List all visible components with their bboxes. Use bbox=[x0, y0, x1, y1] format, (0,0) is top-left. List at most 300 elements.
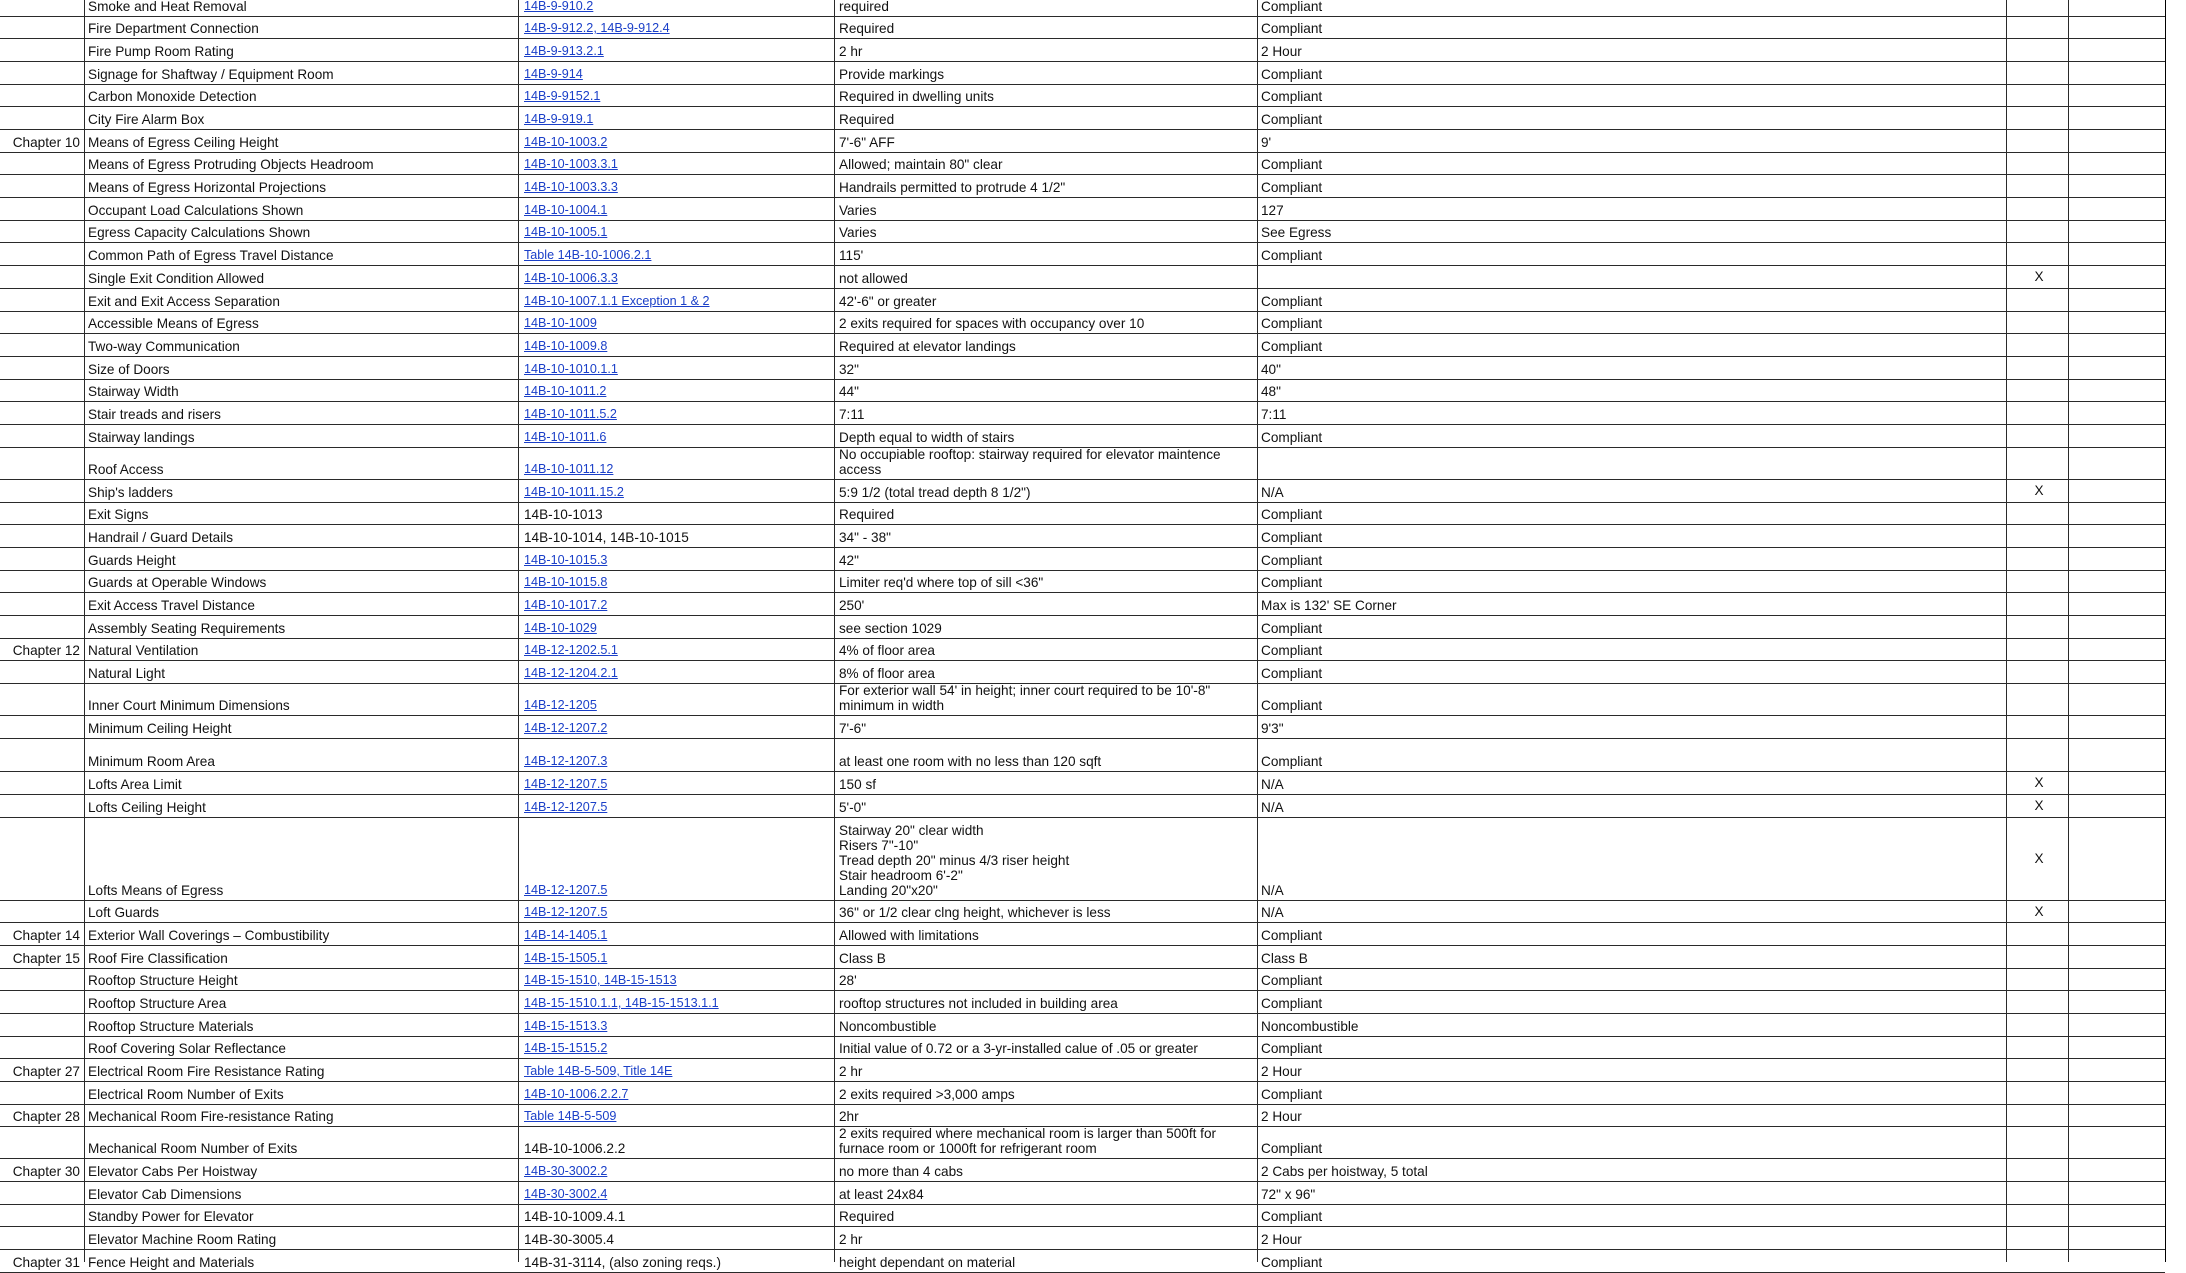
code-reference-link[interactable]: 14B-12-1207.5 bbox=[524, 905, 608, 919]
item-cell bbox=[88, 480, 518, 501]
not-applicable-mark-cell bbox=[2010, 153, 2068, 173]
provided-cell-text: Compliant bbox=[1261, 89, 1323, 104]
code-reference-link[interactable]: 14B-30-3002.4 bbox=[524, 1187, 608, 1201]
provided-cell bbox=[1261, 946, 2001, 967]
code-reference-cell[interactable] bbox=[524, 593, 834, 614]
provided-cell-text: Compliant bbox=[1261, 698, 1323, 713]
provided-cell bbox=[1261, 0, 2001, 15]
notes-cell bbox=[2070, 1105, 2165, 1125]
requirement-cell-text: 42'-6" or greater bbox=[839, 294, 937, 309]
code-reference-cell[interactable] bbox=[524, 1037, 834, 1057]
item-cell-text: Smoke and Heat Removal bbox=[88, 0, 247, 14]
requirement-cell bbox=[839, 593, 1259, 614]
requirement-cell-text: 36" or 1/2 clear clng height, whichever is less bbox=[839, 905, 1111, 920]
provided-cell bbox=[1261, 425, 2001, 446]
table-row bbox=[0, 334, 2165, 357]
requirement-cell bbox=[839, 1127, 1259, 1157]
code-reference-link[interactable]: 14B-10-1006.2.2.7 bbox=[524, 1087, 629, 1101]
code-reference-link[interactable]: 14B-10-1015.3 bbox=[524, 553, 608, 567]
code-reference-cell[interactable] bbox=[524, 62, 834, 83]
requirement-cell-text: No occupiable rooftop: stairway required for elevator maintence access bbox=[839, 448, 1221, 477]
requirement-cell bbox=[839, 289, 1259, 310]
requirement-cell-text: 2 hr bbox=[839, 44, 863, 59]
table-row bbox=[0, 639, 2165, 661]
code-reference-cell[interactable] bbox=[524, 795, 834, 816]
requirement-cell-text: 5'-0" bbox=[839, 800, 867, 815]
provided-cell-text: N/A bbox=[1261, 800, 1284, 815]
not-applicable-mark-cell bbox=[2010, 772, 2068, 793]
code-reference-link[interactable]: 14B-10-1009 bbox=[524, 316, 597, 330]
code-reference-cell[interactable] bbox=[524, 1159, 834, 1180]
item-cell-text: Natural Light bbox=[88, 666, 166, 681]
code-reference-cell[interactable] bbox=[524, 17, 834, 37]
item-cell bbox=[88, 175, 518, 196]
code-reference-cell[interactable] bbox=[524, 548, 834, 569]
provided-cell bbox=[1261, 795, 2001, 816]
code-reference-link[interactable]: 14B-10-1009.8 bbox=[524, 339, 608, 353]
code-reference-cell-text: 14B-10-1014, 14B-10-1015 bbox=[524, 530, 689, 545]
not-applicable-mark-cell-text: X bbox=[2034, 269, 2044, 284]
code-reference-link[interactable]: 14B-30-3002.2 bbox=[524, 1164, 608, 1178]
code-reference-link[interactable]: 14B-15-1513.3 bbox=[524, 1019, 608, 1033]
requirement-cell bbox=[839, 357, 1259, 378]
code-reference-link[interactable]: 14B-12-1207.2 bbox=[524, 721, 608, 735]
item-cell bbox=[88, 1014, 518, 1035]
not-applicable-mark-cell bbox=[2010, 716, 2068, 737]
table-row bbox=[0, 716, 2165, 739]
provided-cell bbox=[1261, 901, 2001, 921]
item-cell bbox=[88, 1227, 518, 1248]
code-reference-cell[interactable] bbox=[524, 684, 834, 714]
code-reference-cell[interactable] bbox=[524, 901, 834, 921]
item-cell-text: Natural Ventilation bbox=[88, 643, 199, 658]
chapter-cell bbox=[0, 1182, 84, 1203]
item-cell bbox=[88, 1059, 518, 1080]
item-cell-text: Standby Power for Elevator bbox=[88, 1209, 254, 1224]
code-reference-cell[interactable] bbox=[524, 380, 834, 400]
chapter-cell bbox=[0, 716, 84, 737]
code-reference-cell[interactable] bbox=[524, 0, 834, 15]
requirement-cell bbox=[839, 969, 1259, 989]
chapter-cell bbox=[0, 1105, 84, 1125]
chapter-cell-text: Chapter 28 bbox=[12, 1109, 80, 1124]
code-reference-link[interactable]: 14B-10-1010.1.1 bbox=[524, 362, 618, 376]
table-row bbox=[0, 991, 2165, 1014]
code-reference-cell[interactable] bbox=[524, 818, 834, 899]
code-reference-link[interactable]: 14B-15-1515.2 bbox=[524, 1041, 608, 1055]
code-reference-link[interactable]: 14B-9-913.2.1 bbox=[524, 44, 604, 58]
chapter-cell bbox=[0, 130, 84, 151]
requirement-cell-text: 42" bbox=[839, 553, 859, 568]
notes-cell bbox=[2070, 1205, 2165, 1225]
not-applicable-mark-cell bbox=[2010, 17, 2068, 37]
code-reference-cell[interactable] bbox=[524, 107, 834, 128]
item-cell-text: Means of Egress Ceiling Height bbox=[88, 135, 279, 150]
code-reference-link[interactable]: 14B-10-1007.1.1 Exception 1 & 2 bbox=[524, 294, 710, 308]
provided-cell bbox=[1261, 1014, 2001, 1035]
code-reference-link[interactable]: 14B-12-1204.2.1 bbox=[524, 666, 618, 680]
item-cell-text: Rooftop Structure Height bbox=[88, 973, 238, 988]
chapter-cell bbox=[0, 1227, 84, 1248]
notes-cell bbox=[2070, 818, 2165, 899]
code-reference-link[interactable]: 14B-10-1011.5.2 bbox=[524, 407, 617, 421]
provided-cell-text: Compliant bbox=[1261, 248, 1323, 263]
notes-cell bbox=[2070, 175, 2165, 196]
code-reference-cell[interactable] bbox=[524, 402, 834, 423]
chapter-cell bbox=[0, 1127, 84, 1157]
requirement-cell-text: at least 24x84 bbox=[839, 1187, 924, 1202]
code-reference-link[interactable]: 14B-10-1011.12 bbox=[524, 462, 614, 476]
code-reference-cell[interactable] bbox=[524, 334, 834, 355]
code-reference-cell-text: 14B-31-3114, (also zoning reqs.) bbox=[524, 1255, 721, 1270]
code-reference-cell[interactable] bbox=[524, 772, 834, 793]
code-reference-link[interactable]: 14B-12-1207.5 bbox=[524, 883, 608, 897]
notes-cell bbox=[2070, 795, 2165, 816]
code-reference-cell[interactable] bbox=[524, 312, 834, 332]
not-applicable-mark-cell bbox=[2010, 684, 2068, 714]
not-applicable-mark-cell bbox=[2010, 1250, 2068, 1271]
code-reference-link[interactable]: 14B-10-1015.8 bbox=[524, 575, 608, 589]
code-reference-link[interactable]: 14B-10-1004.1 bbox=[524, 203, 608, 217]
item-cell-text: Size of Doors bbox=[88, 362, 170, 377]
table-row bbox=[0, 661, 2165, 684]
item-cell-text: Accessible Means of Egress bbox=[88, 316, 259, 331]
code-reference-cell[interactable] bbox=[524, 266, 834, 287]
provided-cell-text: Compliant bbox=[1261, 180, 1323, 195]
notes-cell bbox=[2070, 525, 2165, 546]
requirement-cell bbox=[839, 639, 1259, 659]
chapter-cell-text: Chapter 10 bbox=[12, 135, 80, 150]
requirement-cell-text: 150 sf bbox=[839, 777, 877, 792]
code-reference-cell[interactable] bbox=[524, 1014, 834, 1035]
item-cell bbox=[88, 380, 518, 400]
notes-cell bbox=[2070, 448, 2165, 478]
provided-cell bbox=[1261, 62, 2001, 83]
code-reference-cell[interactable] bbox=[524, 1059, 834, 1080]
requirement-cell-text: Noncombustible bbox=[839, 1019, 937, 1034]
not-applicable-mark-cell bbox=[2010, 62, 2068, 83]
item-cell bbox=[88, 107, 518, 128]
code-reference-cell-text: 14B-10-1009.4.1 bbox=[524, 1209, 626, 1224]
item-cell bbox=[88, 448, 518, 478]
table-row bbox=[0, 1059, 2165, 1082]
not-applicable-mark-cell bbox=[2010, 818, 2068, 899]
not-applicable-mark-cell bbox=[2010, 334, 2068, 355]
requirement-cell-text: at least one room with no less than 120 sqft bbox=[839, 754, 1102, 769]
not-applicable-mark-cell bbox=[2010, 1182, 2068, 1203]
table-row bbox=[0, 380, 2165, 402]
provided-cell-text: Compliant bbox=[1261, 754, 1323, 769]
requirement-cell-text: 2 exits required where mechanical room is larger than 500ft for furnace room or 1000ft for refrigerant room bbox=[839, 1127, 1217, 1156]
chapter-cell bbox=[0, 818, 84, 899]
item-cell bbox=[88, 1082, 518, 1103]
item-cell-text: Stair treads and risers bbox=[88, 407, 221, 422]
code-reference-cell[interactable] bbox=[524, 1082, 834, 1103]
item-cell bbox=[88, 402, 518, 423]
chapter-cell-text: Chapter 14 bbox=[12, 928, 80, 943]
not-applicable-mark-cell bbox=[2010, 795, 2068, 816]
table-row bbox=[0, 62, 2165, 85]
provided-cell-text: N/A bbox=[1261, 777, 1284, 792]
table-row bbox=[0, 425, 2165, 448]
code-reference-link[interactable]: 14B-15-1510.1.1, 14B-15-1513.1.1 bbox=[524, 996, 719, 1010]
provided-cell-text: 2 Cabs per hoistway, 5 total bbox=[1261, 1164, 1428, 1179]
provided-cell bbox=[1261, 616, 2001, 637]
item-cell-text: Inner Court Minimum Dimensions bbox=[88, 698, 290, 713]
provided-cell-text: N/A bbox=[1261, 485, 1284, 500]
item-cell bbox=[88, 130, 518, 151]
provided-cell-text: Compliant bbox=[1261, 1255, 1323, 1270]
code-reference-link[interactable]: 14B-10-1011.2 bbox=[524, 384, 607, 398]
code-reference-cell[interactable] bbox=[524, 289, 834, 310]
not-applicable-mark-cell bbox=[2010, 661, 2068, 682]
code-reference-cell[interactable] bbox=[524, 243, 834, 264]
item-cell-text: Elevator Machine Room Rating bbox=[88, 1232, 277, 1247]
requirement-cell bbox=[839, 739, 1259, 770]
requirement-cell bbox=[839, 684, 1259, 714]
code-reference-cell[interactable] bbox=[524, 923, 834, 944]
provided-cell-text: Max is 132' SE Corner bbox=[1261, 598, 1397, 613]
requirement-cell bbox=[839, 571, 1259, 591]
table-row bbox=[0, 402, 2165, 425]
code-reference-link[interactable]: 14B-10-1003.3.1 bbox=[524, 157, 618, 171]
notes-cell bbox=[2070, 901, 2165, 921]
provided-cell-text: 2 Hour bbox=[1261, 1232, 1302, 1247]
code-reference-link[interactable]: 14B-10-1003.3.3 bbox=[524, 180, 618, 194]
provided-cell-text: Compliant bbox=[1261, 294, 1323, 309]
code-reference-cell[interactable] bbox=[524, 85, 834, 105]
table-row bbox=[0, 1159, 2165, 1182]
requirement-cell bbox=[839, 39, 1259, 60]
requirement-cell bbox=[839, 198, 1259, 219]
item-cell-text: Elevator Cabs Per Hoistway bbox=[88, 1164, 258, 1179]
item-cell bbox=[88, 969, 518, 989]
code-reference-cell[interactable] bbox=[524, 739, 834, 770]
code-reference-link[interactable]: 14B-12-1207.5 bbox=[524, 777, 608, 791]
code-reference-cell bbox=[524, 525, 834, 546]
provided-cell-text: Compliant bbox=[1261, 666, 1323, 681]
code-reference-link[interactable]: 14B-9-912.2, 14B-9-912.4 bbox=[524, 21, 670, 35]
table-row bbox=[0, 503, 2165, 525]
code-reference-link[interactable]: 14B-10-1029 bbox=[524, 621, 597, 635]
code-reference-cell[interactable] bbox=[524, 130, 834, 151]
provided-cell bbox=[1261, 312, 2001, 332]
table-row bbox=[0, 923, 2165, 946]
item-cell-text: Two-way Communication bbox=[88, 339, 240, 354]
requirement-cell bbox=[839, 991, 1259, 1012]
code-reference-link[interactable]: 14B-10-1006.3.3 bbox=[524, 271, 618, 285]
requirement-cell-text: Required bbox=[839, 21, 895, 36]
code-reference-cell[interactable] bbox=[524, 571, 834, 591]
item-cell-text: Ship's ladders bbox=[88, 485, 173, 500]
notes-cell bbox=[2070, 402, 2165, 423]
provided-cell bbox=[1261, 480, 2001, 501]
code-reference-cell[interactable] bbox=[524, 1182, 834, 1203]
provided-cell-text: Compliant bbox=[1261, 67, 1323, 82]
code-reference-cell[interactable] bbox=[524, 198, 834, 219]
provided-cell bbox=[1261, 85, 2001, 105]
chapter-cell bbox=[0, 593, 84, 614]
not-applicable-mark-cell bbox=[2010, 946, 2068, 967]
code-reference-link[interactable]: 14B-10-1011.15.2 bbox=[524, 485, 624, 499]
requirement-cell-text: not allowed bbox=[839, 271, 908, 286]
code-reference-cell[interactable] bbox=[524, 480, 834, 501]
item-cell-text: Single Exit Condition Allowed bbox=[88, 271, 265, 286]
not-applicable-mark-cell bbox=[2010, 1227, 2068, 1248]
requirement-cell-text: Required bbox=[839, 1209, 895, 1224]
item-cell-text: Guards Height bbox=[88, 553, 176, 568]
code-reference-cell[interactable] bbox=[524, 357, 834, 378]
code-reference-link[interactable]: 14B-15-1505.1 bbox=[524, 951, 608, 965]
not-applicable-mark-cell bbox=[2010, 380, 2068, 400]
table-row bbox=[0, 312, 2165, 334]
item-cell-text: Occupant Load Calculations Shown bbox=[88, 203, 304, 218]
table-row bbox=[0, 39, 2165, 62]
item-cell bbox=[88, 1182, 518, 1203]
requirement-cell-text: 44" bbox=[839, 384, 859, 399]
not-applicable-mark-cell-text: X bbox=[2034, 903, 2044, 919]
requirement-cell bbox=[839, 616, 1259, 637]
code-reference-link[interactable]: 14B-10-1017.2 bbox=[524, 598, 608, 612]
notes-cell bbox=[2070, 1127, 2165, 1157]
notes-cell bbox=[2070, 1159, 2165, 1180]
provided-cell bbox=[1261, 221, 2001, 241]
not-applicable-mark-cell-text: X bbox=[2034, 775, 2044, 790]
code-reference-cell[interactable] bbox=[524, 175, 834, 196]
code-reference-link[interactable]: 14B-12-1207.5 bbox=[524, 800, 608, 814]
provided-cell bbox=[1261, 1127, 2001, 1157]
provided-cell bbox=[1261, 1082, 2001, 1103]
code-reference-cell[interactable] bbox=[524, 425, 834, 446]
requirement-cell bbox=[839, 503, 1259, 523]
chapter-cell-text: Chapter 30 bbox=[12, 1164, 80, 1179]
code-reference-link[interactable]: 14B-9-914 bbox=[524, 67, 583, 81]
provided-cell bbox=[1261, 1182, 2001, 1203]
requirement-cell bbox=[839, 243, 1259, 264]
chapter-cell bbox=[0, 1059, 84, 1080]
code-reference-link[interactable]: 14B-10-1005.1 bbox=[524, 225, 608, 239]
code-reference-link[interactable]: 14B-14-1405.1 bbox=[524, 928, 608, 942]
provided-cell bbox=[1261, 130, 2001, 151]
not-applicable-mark-cell bbox=[2010, 198, 2068, 219]
notes-cell bbox=[2070, 334, 2165, 355]
code-reference-cell[interactable] bbox=[524, 639, 834, 659]
provided-cell bbox=[1261, 39, 2001, 60]
code-reference-link[interactable]: 14B-9-9152.1 bbox=[524, 89, 601, 103]
requirement-cell bbox=[839, 107, 1259, 128]
provided-cell bbox=[1261, 334, 2001, 355]
table-row bbox=[0, 198, 2165, 221]
code-reference-cell[interactable] bbox=[524, 221, 834, 241]
provided-cell-text: Compliant bbox=[1261, 643, 1323, 658]
requirement-cell-text: Handrails permitted to protrude 4 1/2" bbox=[839, 180, 1066, 195]
code-reference-cell[interactable] bbox=[524, 991, 834, 1012]
item-cell bbox=[88, 661, 518, 682]
notes-cell bbox=[2070, 548, 2165, 569]
provided-cell-text: Compliant bbox=[1261, 339, 1323, 354]
notes-cell bbox=[2070, 1227, 2165, 1248]
notes-cell bbox=[2070, 684, 2165, 714]
chapter-cell-text: Chapter 27 bbox=[12, 1064, 80, 1079]
code-reference-link[interactable]: 14B-10-1003.2 bbox=[524, 135, 608, 149]
code-reference-cell[interactable] bbox=[524, 448, 834, 478]
code-reference-cell[interactable] bbox=[524, 661, 834, 682]
code-reference-cell[interactable] bbox=[524, 39, 834, 60]
provided-cell bbox=[1261, 448, 2001, 478]
table-row bbox=[0, 1205, 2165, 1227]
table-row bbox=[0, 571, 2165, 593]
item-cell-text: Lofts Ceiling Height bbox=[88, 800, 206, 815]
provided-cell bbox=[1261, 1037, 2001, 1057]
requirement-cell bbox=[839, 334, 1259, 355]
code-reference-cell[interactable] bbox=[524, 969, 834, 989]
notes-cell bbox=[2070, 153, 2165, 173]
requirement-cell bbox=[839, 312, 1259, 332]
not-applicable-mark-cell bbox=[2010, 548, 2068, 569]
code-reference-link[interactable]: Table 14B-10-1006.2.1 bbox=[524, 248, 652, 262]
not-applicable-mark-cell bbox=[2010, 593, 2068, 614]
chapter-cell bbox=[0, 901, 84, 921]
provided-cell bbox=[1261, 739, 2001, 770]
not-applicable-mark-cell-text: X bbox=[2034, 851, 2044, 866]
code-reference-link[interactable]: 14B-9-910.2 bbox=[524, 0, 594, 13]
table-row bbox=[0, 85, 2165, 107]
code-reference-link[interactable]: 14B-15-1510, 14B-15-1513 bbox=[524, 973, 677, 987]
requirement-cell bbox=[839, 402, 1259, 423]
provided-cell-text: Class B bbox=[1261, 951, 1308, 966]
chapter-cell bbox=[0, 17, 84, 37]
code-reference-link[interactable]: 14B-12-1202.5.1 bbox=[524, 643, 618, 657]
requirement-cell-text: 5:9 1/2 (total tread depth 8 1/2") bbox=[839, 485, 1031, 500]
chapter-cell bbox=[0, 39, 84, 60]
code-reference-cell[interactable] bbox=[524, 716, 834, 737]
not-applicable-mark-cell bbox=[2010, 1105, 2068, 1125]
chapter-cell bbox=[0, 946, 84, 967]
code-reference-cell[interactable] bbox=[524, 1105, 834, 1125]
provided-cell bbox=[1261, 684, 2001, 714]
requirement-cell bbox=[839, 130, 1259, 151]
chapter-cell bbox=[0, 616, 84, 637]
code-reference-cell[interactable] bbox=[524, 153, 834, 173]
code-reference-link[interactable]: 14B-12-1205 bbox=[524, 698, 597, 712]
item-cell bbox=[88, 739, 518, 770]
code-reference-link[interactable]: Table 14B-5-509 bbox=[524, 1109, 617, 1123]
chapter-cell bbox=[0, 969, 84, 989]
code-reference-link[interactable]: 14B-9-919.1 bbox=[524, 112, 594, 126]
requirement-cell bbox=[839, 716, 1259, 737]
chapter-cell bbox=[0, 62, 84, 83]
provided-cell-text: See Egress bbox=[1261, 225, 1332, 240]
code-reference-link[interactable]: Table 14B-5-509, Title 14E bbox=[524, 1064, 673, 1078]
requirement-cell-text: Varies bbox=[839, 203, 877, 218]
not-applicable-mark-cell bbox=[2010, 85, 2068, 105]
provided-cell bbox=[1261, 1059, 2001, 1080]
item-cell bbox=[88, 795, 518, 816]
chapter-cell bbox=[0, 221, 84, 241]
item-cell-text: Exit and Exit Access Separation bbox=[88, 294, 280, 309]
item-cell-text: Fire Pump Room Rating bbox=[88, 44, 234, 59]
requirement-cell-text: 2 exits required for spaces with occupancy over 10 bbox=[839, 316, 1145, 331]
code-reference-cell[interactable] bbox=[524, 616, 834, 637]
item-cell bbox=[88, 289, 518, 310]
code-reference-link[interactable]: 14B-12-1207.3 bbox=[524, 754, 608, 768]
notes-cell bbox=[2070, 969, 2165, 989]
code-reference-link[interactable]: 14B-10-1011.6 bbox=[524, 430, 607, 444]
code-reference-cell[interactable] bbox=[524, 946, 834, 967]
item-cell bbox=[88, 266, 518, 287]
notes-cell bbox=[2070, 661, 2165, 682]
item-cell bbox=[88, 357, 518, 378]
